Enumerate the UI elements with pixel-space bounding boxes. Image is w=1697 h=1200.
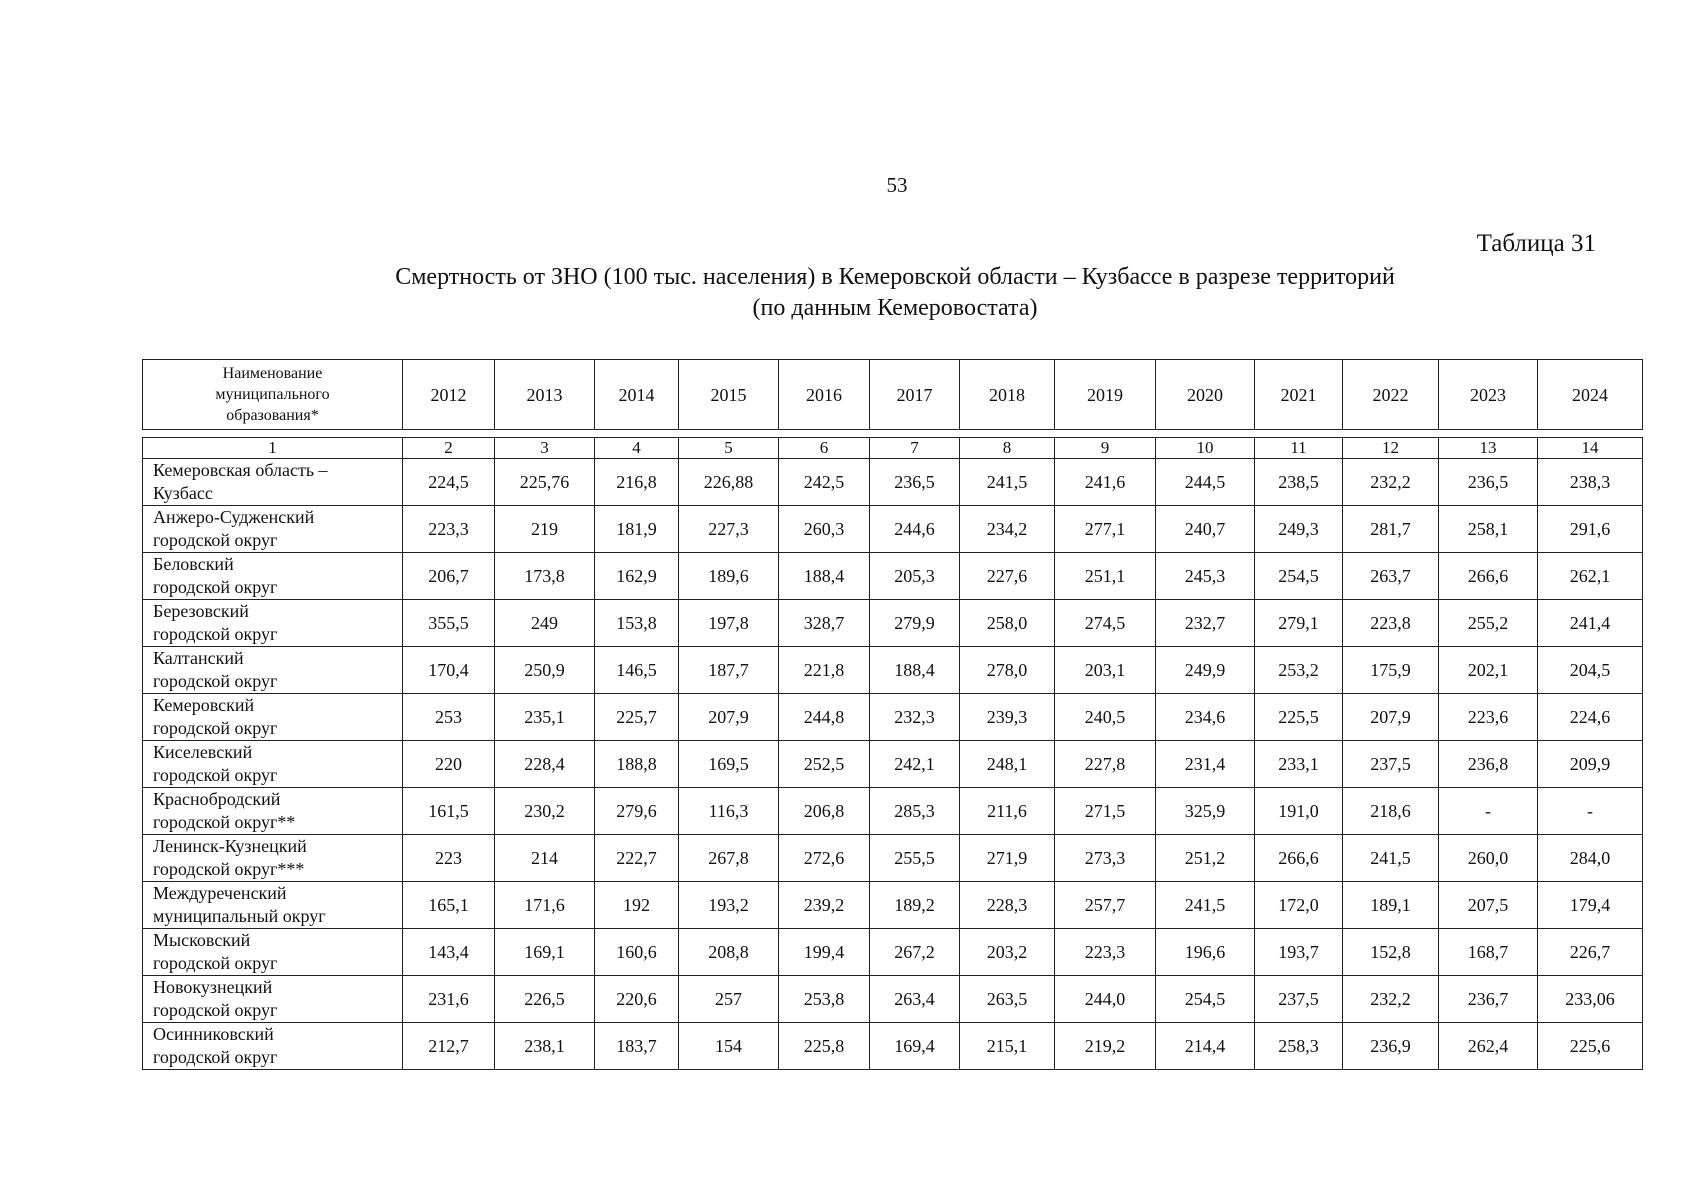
value-cell: 235,1 — [495, 694, 595, 741]
header-year-cell: 2015 — [679, 360, 779, 430]
value-cell: 219 — [495, 506, 595, 553]
value-cell: 231,6 — [403, 976, 495, 1023]
value-cell: 205,3 — [870, 553, 960, 600]
value-cell: - — [1538, 788, 1643, 835]
territory-name-line: Ленинск-Кузнецкий — [153, 836, 307, 856]
territory-name-line: городской округ — [153, 577, 278, 597]
territory-name-line: городской округ** — [153, 812, 296, 832]
value-cell: 230,2 — [495, 788, 595, 835]
territory-name-line: муниципальный округ — [153, 906, 326, 926]
column-number-cell: 6 — [779, 438, 870, 459]
value-cell: 238,3 — [1538, 459, 1643, 506]
value-cell: 207,5 — [1439, 882, 1538, 929]
territory-name-line: Кузбасс — [153, 483, 213, 503]
value-cell: 291,6 — [1538, 506, 1643, 553]
value-cell: 328,7 — [779, 600, 870, 647]
value-cell: 251,2 — [1156, 835, 1255, 882]
title-line-1: Смертность от ЗНО (100 тыс. населения) в Кемеровской области – Кузбассе в разрезе территорий — [395, 264, 1395, 290]
value-cell: 220,6 — [595, 976, 679, 1023]
value-cell: 257,7 — [1055, 882, 1156, 929]
value-cell: 227,8 — [1055, 741, 1156, 788]
header-name-line-2: муниципального — [215, 386, 330, 403]
value-cell: 160,6 — [595, 929, 679, 976]
value-cell: 236,5 — [1439, 459, 1538, 506]
territory-name-cell — [143, 929, 403, 976]
value-cell: 175,9 — [1343, 647, 1439, 694]
column-number-cell: 8 — [960, 438, 1055, 459]
value-cell: 254,5 — [1156, 976, 1255, 1023]
value-cell: 237,5 — [1343, 741, 1439, 788]
value-cell: 251,1 — [1055, 553, 1156, 600]
value-cell: 191,0 — [1255, 788, 1343, 835]
territory-name-line: Березовский — [153, 601, 249, 621]
value-cell: 238,5 — [1255, 459, 1343, 506]
value-cell: 225,76 — [495, 459, 595, 506]
territory-name-line: Новокузнецкий — [153, 977, 273, 997]
territory-name-line: городской округ — [153, 624, 278, 644]
value-cell: 193,7 — [1255, 929, 1343, 976]
column-number-cell: 9 — [1055, 438, 1156, 459]
header-year-cell: 2018 — [960, 360, 1055, 430]
value-cell: 325,9 — [1156, 788, 1255, 835]
value-cell: 204,5 — [1538, 647, 1643, 694]
header-year-cell: 2024 — [1538, 360, 1643, 430]
value-cell: 223,6 — [1439, 694, 1538, 741]
territory-name-cell — [143, 553, 403, 600]
value-cell: 171,6 — [495, 882, 595, 929]
header-table — [142, 359, 1643, 430]
value-cell: 183,7 — [595, 1023, 679, 1070]
table-row — [143, 600, 1643, 647]
value-cell: 241,5 — [1343, 835, 1439, 882]
value-cell: 224,5 — [403, 459, 495, 506]
value-cell: 242,1 — [870, 741, 960, 788]
value-cell: 189,6 — [679, 553, 779, 600]
value-cell: 152,8 — [1343, 929, 1439, 976]
value-cell: 241,5 — [960, 459, 1055, 506]
value-cell: 232,2 — [1343, 459, 1439, 506]
header-year-cell: 2020 — [1156, 360, 1255, 430]
data-table — [142, 437, 1643, 1070]
header-year-cell: 2014 — [595, 360, 679, 430]
value-cell: 153,8 — [595, 600, 679, 647]
value-cell: 252,5 — [779, 741, 870, 788]
territory-name-line: городской округ — [153, 765, 278, 785]
value-cell: 250,9 — [495, 647, 595, 694]
table-title — [250, 262, 1540, 324]
table-row — [143, 459, 1643, 506]
value-cell: 262,1 — [1538, 553, 1643, 600]
value-cell: 226,5 — [495, 976, 595, 1023]
value-cell: 225,7 — [595, 694, 679, 741]
value-cell: 263,4 — [870, 976, 960, 1023]
territory-name-cell — [143, 835, 403, 882]
value-cell: 223,3 — [403, 506, 495, 553]
value-cell: 266,6 — [1255, 835, 1343, 882]
column-number-cell: 5 — [679, 438, 779, 459]
header-year-cell: 2023 — [1439, 360, 1538, 430]
value-cell: 238,1 — [495, 1023, 595, 1070]
value-cell: 216,8 — [595, 459, 679, 506]
value-cell: 285,3 — [870, 788, 960, 835]
table-row — [143, 741, 1643, 788]
territory-name-cell — [143, 788, 403, 835]
table-row — [143, 506, 1643, 553]
value-cell: 223,3 — [1055, 929, 1156, 976]
value-cell: 193,2 — [679, 882, 779, 929]
value-cell: 279,9 — [870, 600, 960, 647]
value-cell: 245,3 — [1156, 553, 1255, 600]
value-cell: 192 — [595, 882, 679, 929]
value-cell: 271,9 — [960, 835, 1055, 882]
value-cell: 277,1 — [1055, 506, 1156, 553]
value-cell: 240,7 — [1156, 506, 1255, 553]
value-cell: 218,6 — [1343, 788, 1439, 835]
value-cell: 146,5 — [595, 647, 679, 694]
table-row — [143, 788, 1643, 835]
territory-name-line: Мысковский — [153, 930, 251, 950]
value-cell: 237,5 — [1255, 976, 1343, 1023]
table-row — [143, 694, 1643, 741]
column-number-cell: 14 — [1538, 438, 1643, 459]
value-cell: 254,5 — [1255, 553, 1343, 600]
header-name-cell — [143, 360, 403, 430]
value-cell: 260,3 — [779, 506, 870, 553]
value-cell: 214 — [495, 835, 595, 882]
column-number-cell: 12 — [1343, 438, 1439, 459]
value-cell: 226,7 — [1538, 929, 1643, 976]
value-cell: - — [1439, 788, 1538, 835]
header-row — [143, 360, 1643, 430]
header-year-cell: 2019 — [1055, 360, 1156, 430]
value-cell: 241,6 — [1055, 459, 1156, 506]
column-number-cell: 1 — [143, 438, 403, 459]
value-cell: 188,8 — [595, 741, 679, 788]
header-year-cell: 2017 — [870, 360, 960, 430]
value-cell: 225,6 — [1538, 1023, 1643, 1070]
territory-name-line: Беловский — [153, 554, 234, 574]
territory-name-line: Анжеро-Судженский — [153, 507, 315, 527]
value-cell: 274,5 — [1055, 600, 1156, 647]
value-cell: 267,8 — [679, 835, 779, 882]
territory-name-line: городской округ — [153, 1047, 278, 1067]
value-cell: 273,3 — [1055, 835, 1156, 882]
territory-name-line: Междуреченский — [153, 883, 287, 903]
value-cell: 242,5 — [779, 459, 870, 506]
value-cell: 244,5 — [1156, 459, 1255, 506]
value-cell: 258,0 — [960, 600, 1055, 647]
territory-name-cell — [143, 976, 403, 1023]
column-number-cell: 2 — [403, 438, 495, 459]
column-number-cell: 3 — [495, 438, 595, 459]
value-cell: 272,6 — [779, 835, 870, 882]
territory-name-cell — [143, 1023, 403, 1070]
value-cell: 116,3 — [679, 788, 779, 835]
value-cell: 206,7 — [403, 553, 495, 600]
territory-name-cell — [143, 741, 403, 788]
column-number-cell: 10 — [1156, 438, 1255, 459]
territory-name-cell — [143, 694, 403, 741]
value-cell: 279,1 — [1255, 600, 1343, 647]
value-cell: 189,2 — [870, 882, 960, 929]
value-cell: 257 — [679, 976, 779, 1023]
value-cell: 234,6 — [1156, 694, 1255, 741]
value-cell: 279,6 — [595, 788, 679, 835]
value-cell: 260,0 — [1439, 835, 1538, 882]
value-cell: 236,5 — [870, 459, 960, 506]
value-cell: 278,0 — [960, 647, 1055, 694]
value-cell: 173,8 — [495, 553, 595, 600]
value-cell: 172,0 — [1255, 882, 1343, 929]
value-cell: 234,2 — [960, 506, 1055, 553]
territory-name-cell — [143, 882, 403, 929]
value-cell: 241,4 — [1538, 600, 1643, 647]
territory-name-line: Киселевский — [153, 742, 253, 762]
value-cell: 208,8 — [679, 929, 779, 976]
value-cell: 169,5 — [679, 741, 779, 788]
table-row — [143, 882, 1643, 929]
value-cell: 253,2 — [1255, 647, 1343, 694]
value-cell: 214,4 — [1156, 1023, 1255, 1070]
table-row — [143, 929, 1643, 976]
value-cell: 244,6 — [870, 506, 960, 553]
value-cell: 227,6 — [960, 553, 1055, 600]
value-cell: 223 — [403, 835, 495, 882]
table-row — [143, 835, 1643, 882]
table-row — [143, 647, 1643, 694]
header-year-cell: 2013 — [495, 360, 595, 430]
value-cell: 231,4 — [1156, 741, 1255, 788]
territory-name-line: городской округ — [153, 671, 278, 691]
title-line-2: (по данным Кемеровостата) — [752, 295, 1038, 321]
territory-name-line: городской округ — [153, 530, 278, 550]
value-cell: 233,06 — [1538, 976, 1643, 1023]
value-cell: 188,4 — [870, 647, 960, 694]
value-cell: 266,6 — [1439, 553, 1538, 600]
value-cell: 263,5 — [960, 976, 1055, 1023]
value-cell: 221,8 — [779, 647, 870, 694]
value-cell: 232,2 — [1343, 976, 1439, 1023]
value-cell: 244,0 — [1055, 976, 1156, 1023]
value-cell: 168,7 — [1439, 929, 1538, 976]
value-cell: 249,9 — [1156, 647, 1255, 694]
value-cell: 196,6 — [1156, 929, 1255, 976]
territory-name-line: городской округ — [153, 718, 278, 738]
value-cell: 197,8 — [679, 600, 779, 647]
column-number-cell: 7 — [870, 438, 960, 459]
value-cell: 222,7 — [595, 835, 679, 882]
value-cell: 255,2 — [1439, 600, 1538, 647]
value-cell: 207,9 — [679, 694, 779, 741]
value-cell: 170,4 — [403, 647, 495, 694]
value-cell: 219,2 — [1055, 1023, 1156, 1070]
territory-name-line: городской округ*** — [153, 859, 305, 879]
header-year-cell: 2016 — [779, 360, 870, 430]
value-cell: 169,1 — [495, 929, 595, 976]
value-cell: 215,1 — [960, 1023, 1055, 1070]
header-name-line-3: образования* — [226, 407, 319, 424]
value-cell: 199,4 — [779, 929, 870, 976]
value-cell: 187,7 — [679, 647, 779, 694]
value-cell: 228,4 — [495, 741, 595, 788]
header-year-cell: 2012 — [403, 360, 495, 430]
value-cell: 244,8 — [779, 694, 870, 741]
value-cell: 206,8 — [779, 788, 870, 835]
table-row — [143, 553, 1643, 600]
value-cell: 181,9 — [595, 506, 679, 553]
column-number-row — [143, 438, 1643, 459]
value-cell: 179,4 — [1538, 882, 1643, 929]
value-cell: 284,0 — [1538, 835, 1643, 882]
value-cell: 271,5 — [1055, 788, 1156, 835]
value-cell: 239,3 — [960, 694, 1055, 741]
value-cell: 249 — [495, 600, 595, 647]
value-cell: 154 — [679, 1023, 779, 1070]
value-cell: 228,3 — [960, 882, 1055, 929]
territory-name-line: Калтанский — [153, 648, 244, 668]
value-cell: 165,1 — [403, 882, 495, 929]
value-cell: 202,1 — [1439, 647, 1538, 694]
table-label: Таблица 31 — [1476, 230, 1596, 257]
value-cell: 211,6 — [960, 788, 1055, 835]
territory-name-cell — [143, 600, 403, 647]
value-cell: 227,3 — [679, 506, 779, 553]
value-cell: 188,4 — [779, 553, 870, 600]
territory-name-cell — [143, 506, 403, 553]
value-cell: 209,9 — [1538, 741, 1643, 788]
value-cell: 220 — [403, 741, 495, 788]
table-row — [143, 1023, 1643, 1070]
value-cell: 281,7 — [1343, 506, 1439, 553]
territory-name-line: Краснобродский — [153, 789, 281, 809]
value-cell: 189,1 — [1343, 882, 1439, 929]
value-cell: 267,2 — [870, 929, 960, 976]
territory-name-line: Кемеровский — [153, 695, 255, 715]
value-cell: 248,1 — [960, 741, 1055, 788]
value-cell: 236,7 — [1439, 976, 1538, 1023]
value-cell: 236,8 — [1439, 741, 1538, 788]
table-row — [143, 976, 1643, 1023]
value-cell: 207,9 — [1343, 694, 1439, 741]
value-cell: 203,2 — [960, 929, 1055, 976]
value-cell: 262,4 — [1439, 1023, 1538, 1070]
territory-name-cell — [143, 647, 403, 694]
value-cell: 253,8 — [779, 976, 870, 1023]
column-number-cell: 11 — [1255, 438, 1343, 459]
value-cell: 232,7 — [1156, 600, 1255, 647]
value-cell: 239,2 — [779, 882, 870, 929]
value-cell: 143,4 — [403, 929, 495, 976]
value-cell: 263,7 — [1343, 553, 1439, 600]
value-cell: 169,4 — [870, 1023, 960, 1070]
value-cell: 258,1 — [1439, 506, 1538, 553]
territory-name-line: Осинниковский — [153, 1024, 274, 1044]
value-cell: 233,1 — [1255, 741, 1343, 788]
territory-name-cell — [143, 459, 403, 506]
value-cell: 249,3 — [1255, 506, 1343, 553]
header-name-line-1: Наименование — [222, 365, 323, 382]
value-cell: 225,8 — [779, 1023, 870, 1070]
territory-name-line: городской округ — [153, 953, 278, 973]
value-cell: 258,3 — [1255, 1023, 1343, 1070]
header-year-cell: 2021 — [1255, 360, 1343, 430]
value-cell: 253 — [403, 694, 495, 741]
value-cell: 236,9 — [1343, 1023, 1439, 1070]
value-cell: 355,5 — [403, 600, 495, 647]
value-cell: 226,88 — [679, 459, 779, 506]
value-cell: 240,5 — [1055, 694, 1156, 741]
value-cell: 241,5 — [1156, 882, 1255, 929]
column-number-cell: 4 — [595, 438, 679, 459]
value-cell: 224,6 — [1538, 694, 1643, 741]
value-cell: 225,5 — [1255, 694, 1343, 741]
column-number-cell: 13 — [1439, 438, 1538, 459]
value-cell: 223,8 — [1343, 600, 1439, 647]
page-number: 53 — [886, 173, 908, 197]
value-cell: 255,5 — [870, 835, 960, 882]
value-cell: 212,7 — [403, 1023, 495, 1070]
territory-name-line: Кемеровская область – — [153, 460, 328, 480]
value-cell: 232,3 — [870, 694, 960, 741]
header-year-cell: 2022 — [1343, 360, 1439, 430]
value-cell: 162,9 — [595, 553, 679, 600]
territory-name-line: городской округ — [153, 1000, 278, 1020]
value-cell: 161,5 — [403, 788, 495, 835]
value-cell: 203,1 — [1055, 647, 1156, 694]
